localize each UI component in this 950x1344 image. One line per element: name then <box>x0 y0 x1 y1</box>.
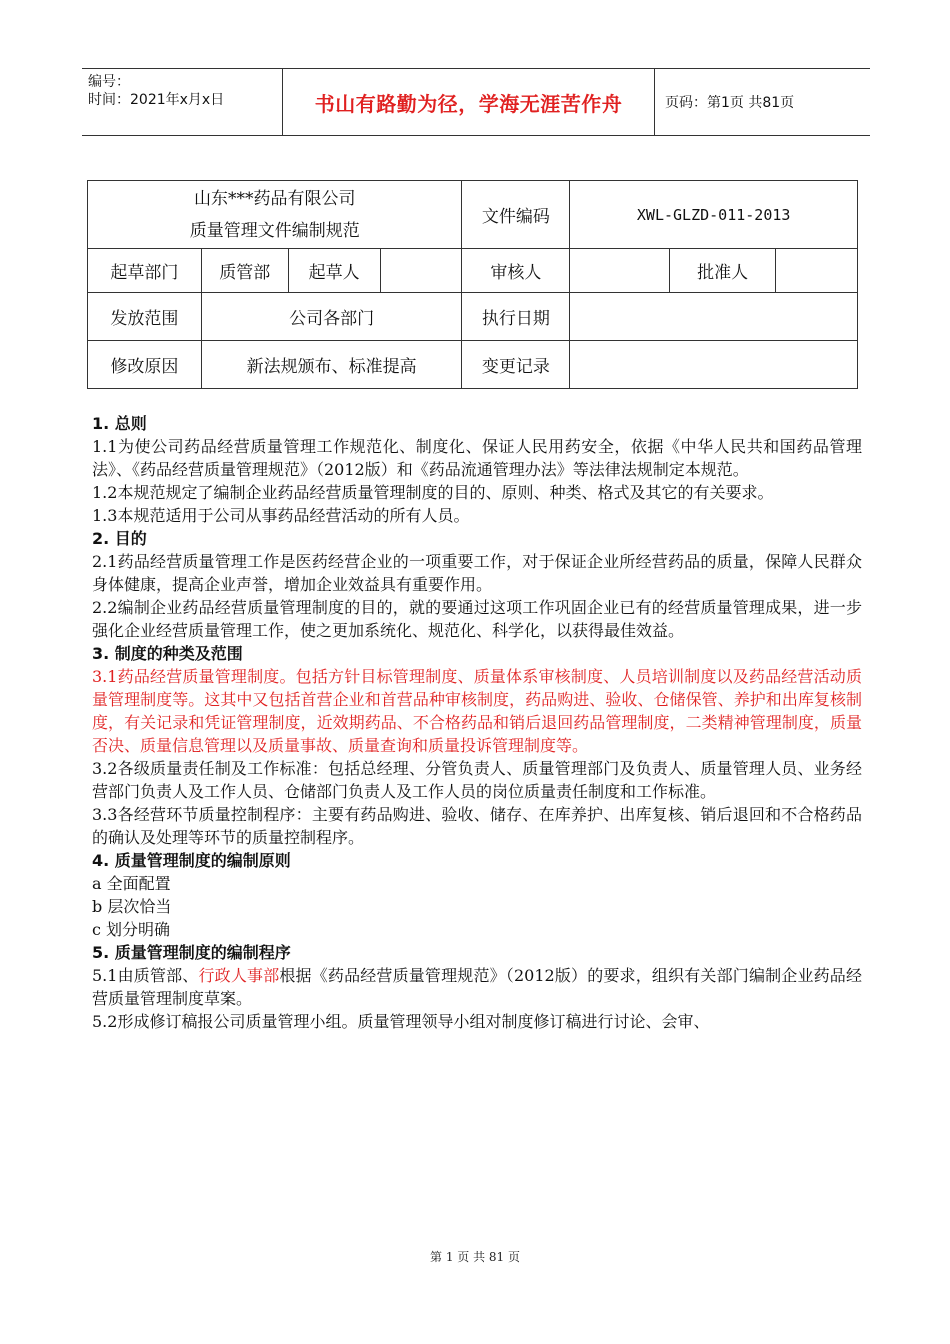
company-name: 山东***药品有限公司 <box>193 188 356 209</box>
reason-value: 新法规颁布、标准提高 <box>201 341 462 389</box>
list-item: a 全面配置 <box>92 874 171 893</box>
doc-number-label: 编号： <box>88 74 130 90</box>
drafter-value <box>380 249 462 293</box>
page-footer: 第 1 页 共 81 页 <box>430 1250 520 1264</box>
document-title: 质量管理文件编制规范 <box>189 220 360 241</box>
paragraph: 5.2形成修订稿报公司质量管理小组。质量管理领导小组对制度修订稿进行讨论、会审、 <box>92 1012 710 1031</box>
paragraph: 2.2编制企业药品经营质量管理制度的目的，就的要通过这项工作巩固企业已有的经营质量管理成果，进一步强化企业经营质量管理工作，使之更加系统化、规范化、科学化，以获得最佳效益。 <box>92 598 862 640</box>
header-meta <box>82 69 283 135</box>
draft-dept-value: 质管部 <box>201 249 288 293</box>
header-page-number: 页码：第1页 共81页 <box>665 95 795 111</box>
section-heading: 1. 总则 <box>92 414 147 433</box>
list-item: b 层次恰当 <box>92 897 172 916</box>
paragraph: 1.1为使公司药品经营质量管理工作规范化、制度化、保证人民用药安全，依据《中华人民共和国药品管理法》、《药品经营质量管理规范》（2012版）和《药品流通管理办法》等法律法规制定本规范。 <box>92 437 862 479</box>
paragraph: 3.3各经营环节质量控制程序：主要有药品购进、验收、储存、在库养护、出库复核、销后退回和不合格药品的确认及处理等环节的质量控制程序。 <box>92 805 862 847</box>
paragraph: 1.2本规范规定了编制企业药品经营质量管理制度的目的、原则、种类、格式及其它的有关要求。 <box>92 483 774 502</box>
document-body <box>92 412 862 1033</box>
approver-value <box>776 249 858 293</box>
paragraph: 2.1药品经营质量管理工作是医药经营企业的一项重要工作，对于保证企业所经营药品的质量，保障人民群众身体健康，提高企业声誉，增加企业效益具有重要作用。 <box>92 552 862 594</box>
file-code-value: XWL-GLZD-011-2013 <box>570 181 858 249</box>
header-motto: 书山有路勤为径，学海无涯苦作舟 <box>283 69 655 135</box>
text-run: 5.1由质管部、 <box>92 966 199 985</box>
approver-label: 批准人 <box>670 249 776 293</box>
section-heading: 3. 制度的种类及范围 <box>92 644 243 663</box>
list-item: c 划分明确 <box>92 920 171 939</box>
scope-label: 发放范围 <box>88 293 202 341</box>
paragraph: 1.3本规范适用于公司从事药品经营活动的所有人员。 <box>92 506 470 525</box>
file-code-label: 文件编码 <box>462 181 570 249</box>
page-header <box>82 68 870 136</box>
highlighted-text: 行政人事部 <box>198 966 280 985</box>
reviewer-label: 审核人 <box>462 249 570 293</box>
table-row <box>88 181 858 249</box>
table-row <box>88 249 858 293</box>
reason-label: 修改原因 <box>88 341 202 389</box>
change-value <box>570 341 858 389</box>
exec-date-label: 执行日期 <box>462 293 570 341</box>
document-info-table <box>87 180 858 389</box>
scope-value: 公司各部门 <box>201 293 462 341</box>
paragraph: 3.2各级质量责任制及工作标准：包括总经理、分管负责人、质量管理部门及负责人、质量管理人员、业务经营部门负责人及工作人员、仓储部门负责人及工作人员的岗位质量责任制度和工作标准。 <box>92 759 862 801</box>
change-label: 变更记录 <box>462 341 570 389</box>
company-title-cell <box>88 181 462 249</box>
table-row <box>88 341 858 389</box>
paragraph <box>92 964 862 1010</box>
reviewer-value <box>570 249 670 293</box>
text-run: 根据《药品经营质量管理规范》（2012版）的要求，组织有关部门编制企业药品经营质量管理制度草案。 <box>92 966 862 1008</box>
draft-dept-label: 起草部门 <box>88 249 202 293</box>
section-heading: 4. 质量管理制度的编制原则 <box>92 851 291 870</box>
exec-date-value <box>570 293 858 341</box>
section-heading: 2. 目的 <box>92 529 147 548</box>
table-row <box>88 293 858 341</box>
highlighted-paragraph: 3.1药品经营质量管理制度。包括方针目标管理制度、质量体系审核制度、人员培训制度以及药品经营活动质量管理制度等。这其中又包括首营企业和首营品种审核制度，药品购进、验收、仓储保管、养护和出库复核制度，有关记录和凭证管理制度，近效期药品、不合格药品和销后退回药品管理制度，二类精神管理制度，质量否决、质量信息管理以及质量事故、质量查询和质量投诉管理制度等。 <box>92 667 862 755</box>
drafter-label: 起草人 <box>288 249 380 293</box>
doc-time-label: 时间：2021年x月x日 <box>88 92 225 108</box>
section-heading: 5. 质量管理制度的编制程序 <box>92 943 291 962</box>
